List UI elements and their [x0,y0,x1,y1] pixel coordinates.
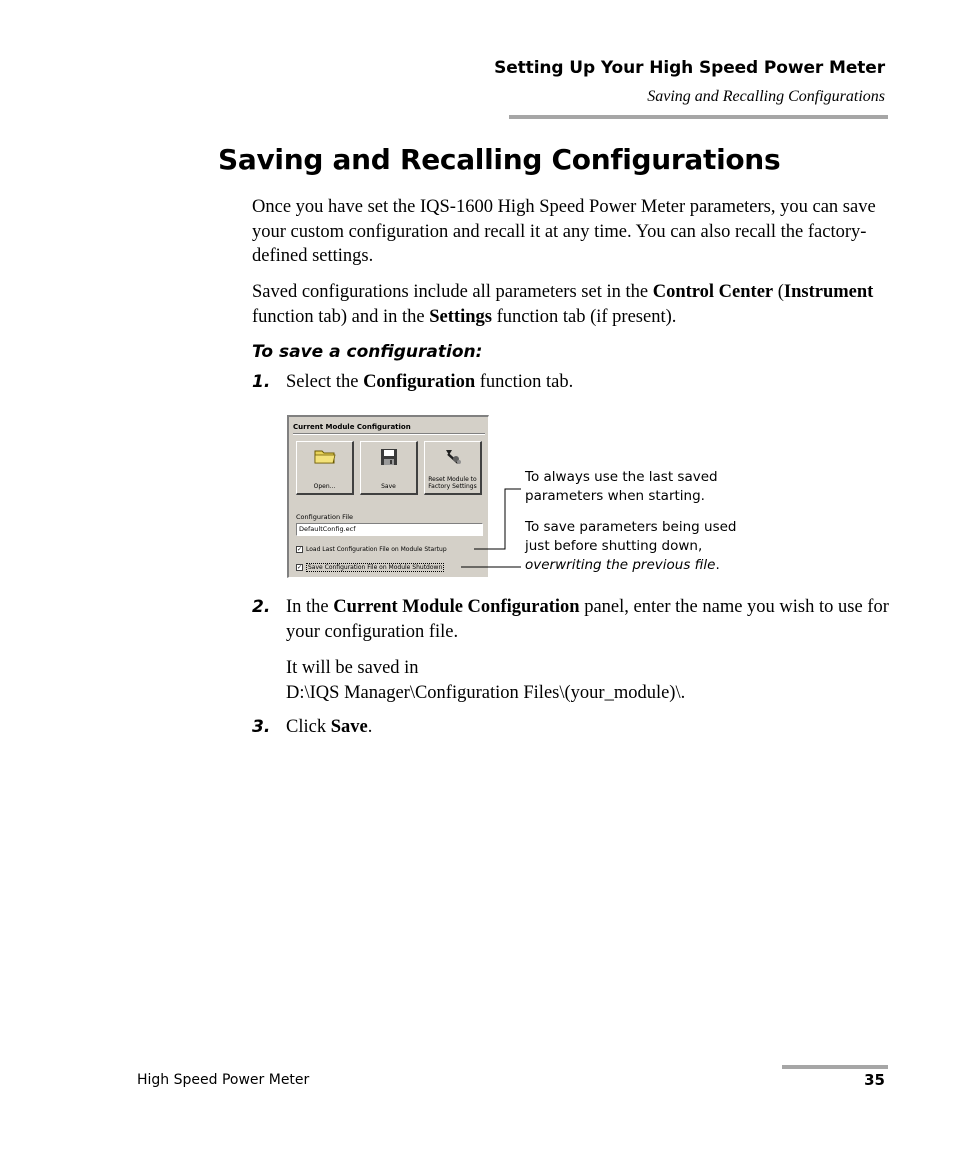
text-run: panel, enter the name you wish to use for your configuration file. [286,597,889,642]
procedure-title: To save a configuration: [252,342,483,362]
checkbox-label: Save Configuration File on Module Shutdown [308,564,443,571]
save-path: D:\IQS Manager\Configuration Files\(your_module)\. [286,682,686,703]
checkbox-label: Load Last Configuration File on Module Startup [306,546,447,553]
running-header-title: Setting Up Your High Speed Power Meter [494,58,885,78]
callout-line: just before shutting down, [525,538,703,554]
text-run: Select the [286,372,364,392]
text-run: function tab) and in the [252,306,430,327]
leader-line-1 [474,489,521,549]
bold-term-current-module-configuration: Current Module Configuration [333,597,580,617]
callout-load-last [525,468,718,506]
callout-line: parameters when starting. [525,488,705,504]
checkmark-icon: ✓ [297,564,303,571]
config-file-input[interactable]: DefaultConfig.ecf [296,523,483,536]
step-number: 3. [252,717,271,737]
save-button-label: Save [381,483,396,490]
config-file-label: Configuration File [296,513,354,521]
step-number: 2. [252,597,271,617]
callout-italic-text: overwriting the previous file [525,557,716,573]
callout-save-shutdown [525,518,737,575]
text-run: function tab. [475,372,574,392]
bold-term-save: Save [330,717,368,737]
step-2-text [286,595,892,644]
callout-line [525,556,737,575]
bold-term-configuration: Configuration [363,372,476,392]
callout-line: To save parameters being used [525,519,737,535]
text-run: . [367,717,373,737]
open-button-label: Open... [313,483,336,490]
panel-title: Current Module Configuration [293,423,411,431]
bold-term-control-center: Control Center [652,282,774,302]
callout-line: To always use the last saved [525,469,718,485]
step-2-note [286,656,892,705]
checkmark-icon: ✓ [297,546,303,553]
text-run: Click [286,717,331,737]
running-header-subtitle: Saving and Recalling Configurations [647,88,885,105]
footer-product-name: High Speed Power Meter [137,1072,310,1088]
text-run: Saved configurations include all parameters set in the [252,282,653,302]
reset-button-label: Reset Module to Factory Settings [428,476,477,490]
text-run: . [715,557,720,573]
intro-paragraph: Once you have set the IQS-1600 High Speed Power Meter parameters, you can save your custom configuration and recall it at any time. You can also recall the factory-defined settings. [252,197,876,266]
section-title: Saving and Recalling Configurations [218,143,781,176]
bold-term-instrument: Instrument [783,282,874,302]
page-number: 35 [864,1071,885,1089]
step-number: 1. [252,372,271,392]
footer-rule [782,1065,888,1069]
step-3-text [286,715,892,740]
note-line: It will be saved in [286,658,419,678]
text-run: In the [286,597,334,617]
text-run: function tab (if present). [491,306,677,327]
bold-term-settings: Settings [429,306,492,327]
text-run: ( [773,282,784,302]
